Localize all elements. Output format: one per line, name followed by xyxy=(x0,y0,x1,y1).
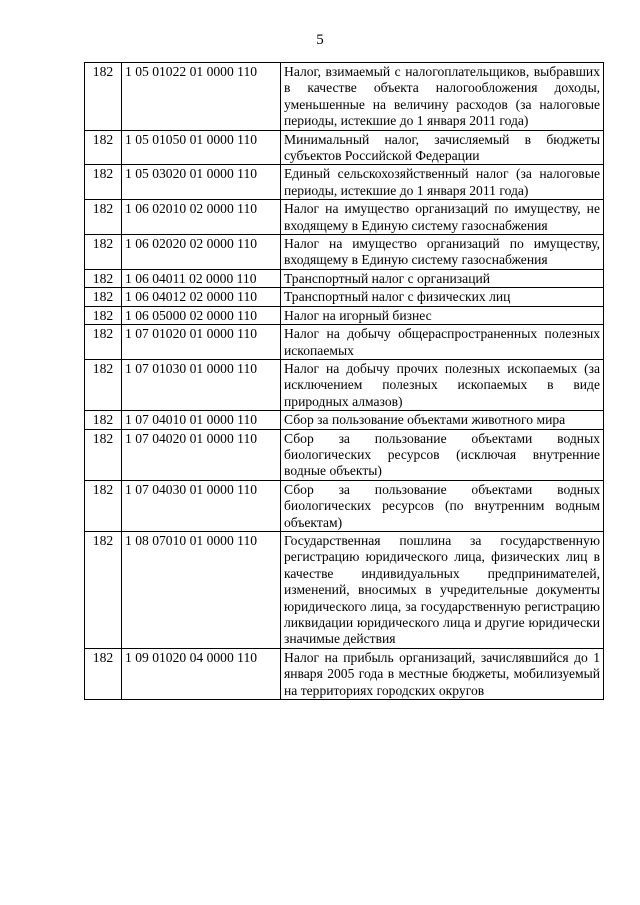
table-row xyxy=(85,648,604,699)
admin-code-cell: 182 xyxy=(85,200,122,235)
description-cell: Транспортный налог с физических лиц xyxy=(281,288,604,306)
budget-codes-table xyxy=(84,62,604,700)
table-row xyxy=(85,165,604,200)
admin-code-cell: 182 xyxy=(85,411,122,429)
description-cell: Налог на имущество организаций по имуществу, входящему в Единую систему газоснабжения xyxy=(281,235,604,270)
kbk-code-cell: 1 05 01050 01 0000 110 xyxy=(122,130,281,165)
table-row xyxy=(85,325,604,360)
table-row xyxy=(85,306,604,324)
table-row xyxy=(85,63,604,131)
description-cell: Государственная пошлина за государственную регистрацию юридического лица, физических лиц в качестве индивидуальных предпринимателей, изменений, вносимых в учредительные документы юридического лица, за государственную регистрацию ликвидации юридического лица и другие юридически значимые действия xyxy=(281,531,604,648)
kbk-code-cell: 1 07 04020 01 0000 110 xyxy=(122,429,281,480)
admin-code-cell: 182 xyxy=(85,429,122,480)
description-cell: Единый сельскохозяйственный налог (за налоговые периоды, истекшие до 1 января 2011 года) xyxy=(281,165,604,200)
table-row xyxy=(85,200,604,235)
kbk-code-cell: 1 06 04012 02 0000 110 xyxy=(122,288,281,306)
kbk-code-cell: 1 07 01030 01 0000 110 xyxy=(122,359,281,410)
description-cell: Сбор за пользование объектами водных биологических ресурсов (по внутренним водным объектам) xyxy=(281,480,604,531)
admin-code-cell: 182 xyxy=(85,63,122,131)
kbk-code-cell: 1 08 07010 01 0000 110 xyxy=(122,531,281,648)
admin-code-cell: 182 xyxy=(85,648,122,699)
table-row xyxy=(85,531,604,648)
admin-code-cell: 182 xyxy=(85,235,122,270)
table-row xyxy=(85,359,604,410)
kbk-code-cell: 1 05 01022 01 0000 110 xyxy=(122,63,281,131)
kbk-code-cell: 1 09 01020 04 0000 110 xyxy=(122,648,281,699)
admin-code-cell: 182 xyxy=(85,480,122,531)
admin-code-cell: 182 xyxy=(85,325,122,360)
table-row xyxy=(85,411,604,429)
table-body xyxy=(85,63,604,700)
admin-code-cell: 182 xyxy=(85,288,122,306)
page-number: 5 xyxy=(316,32,324,48)
description-cell: Сбор за пользование объектами животного мира xyxy=(281,411,604,429)
description-cell: Налог на имущество организаций по имуществу, не входящему в Единую систему газоснабжения xyxy=(281,200,604,235)
admin-code-cell: 182 xyxy=(85,130,122,165)
admin-code-cell: 182 xyxy=(85,359,122,410)
kbk-code-cell: 1 06 02020 02 0000 110 xyxy=(122,235,281,270)
table-row xyxy=(85,235,604,270)
kbk-code-cell: 1 06 02010 02 0000 110 xyxy=(122,200,281,235)
kbk-code-cell: 1 07 04010 01 0000 110 xyxy=(122,411,281,429)
description-cell: Сбор за пользование объектами водных биологических ресурсов (исключая внутренние водные объекты) xyxy=(281,429,604,480)
description-cell: Налог на прибыль организаций, зачислявшийся до 1 января 2005 года в местные бюджеты, мобилизуемый на территориях городских округов xyxy=(281,648,604,699)
description-cell: Транспортный налог с организаций xyxy=(281,269,604,287)
table-row xyxy=(85,480,604,531)
kbk-code-cell: 1 07 01020 01 0000 110 xyxy=(122,325,281,360)
admin-code-cell: 182 xyxy=(85,306,122,324)
description-cell: Налог, взимаемый с налогоплательщиков, выбравших в качестве объекта налогообложения доходы, уменьшенные на величину расходов (за налоговые периоды, истекшие до 1 января 2011 года) xyxy=(281,63,604,131)
admin-code-cell: 182 xyxy=(85,531,122,648)
description-cell: Налог на добычу прочих полезных ископаемых (за исключением полезных ископаемых в виде природных алмазов) xyxy=(281,359,604,410)
description-cell: Минимальный налог, зачисляемый в бюджеты субъектов Российской Федерации xyxy=(281,130,604,165)
table-row xyxy=(85,130,604,165)
kbk-code-cell: 1 06 05000 02 0000 110 xyxy=(122,306,281,324)
kbk-code-cell: 1 07 04030 01 0000 110 xyxy=(122,480,281,531)
kbk-code-cell: 1 06 04011 02 0000 110 xyxy=(122,269,281,287)
table-row xyxy=(85,288,604,306)
admin-code-cell: 182 xyxy=(85,269,122,287)
kbk-code-cell: 1 05 03020 01 0000 110 xyxy=(122,165,281,200)
table-row xyxy=(85,429,604,480)
description-cell: Налог на добычу общераспространенных полезных ископаемых xyxy=(281,325,604,360)
admin-code-cell: 182 xyxy=(85,165,122,200)
table-row xyxy=(85,269,604,287)
description-cell: Налог на игорный бизнес xyxy=(281,306,604,324)
